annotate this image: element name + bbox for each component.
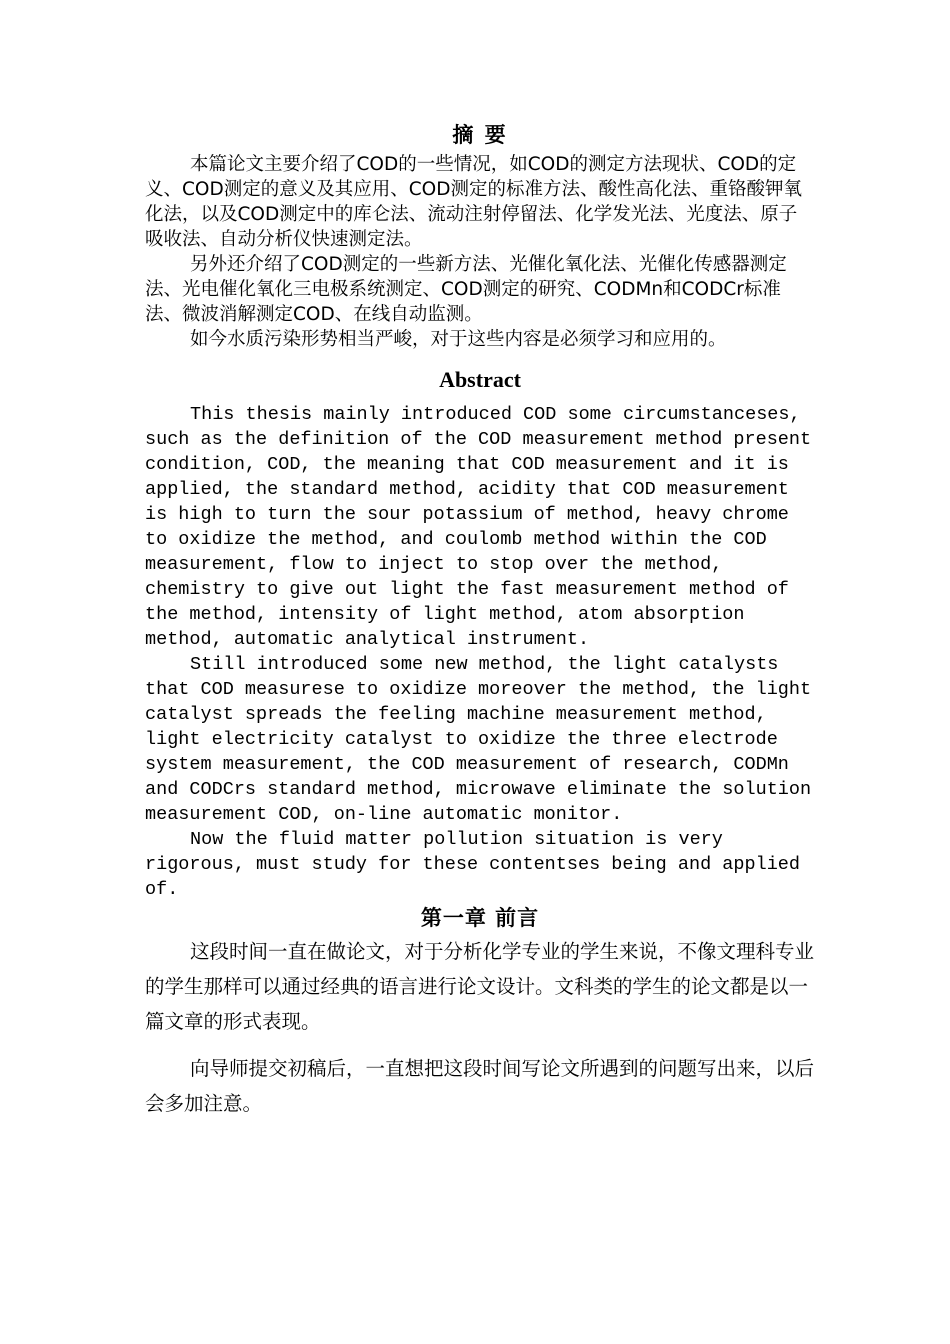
abstract-cn-paragraph: 另外还介绍了COD测定的一些新方法、光催化氧化法、光催化传感器测定法、光电催化氧化三电极系统测定、COD测定的研究、CODMn和CODCr标准法、微波消解测定COD、在线自动监测。	[145, 254, 787, 325]
document-page	[145, 118, 815, 1121]
abstract-en-body	[145, 402, 815, 902]
abstract-cn-body	[145, 152, 815, 352]
abstract-en-paragraph: Still introduced some new method, the light catalysts that COD measurese to oxidize moreover the method, the light catalyst spreads the feeling machine measurement method, light electricity catalyst to oxidize the three electrode system measurement, the COD measurement of research, CODMn and CODCrs standard method, microwave eliminate the solution measurement COD, on-line automatic monitor.	[145, 654, 812, 825]
abstract-cn-paragraph: 本篇论文主要介绍了COD的一些情况，如COD的测定方法现状、COD的定义、COD测定的意义及其应用、COD测定的标准方法、酸性高化法、重铬酸钾氧化法，以及COD测定中的库仑法、流动注射停留法、化学发光法、光度法、原子吸收法、自动分析仪快速测定法。	[145, 154, 802, 250]
chapter-paragraph: 向导师提交初稿后，一直想把这段时间写论文所遇到的问题写出来，以后会多加注意。	[145, 1057, 815, 1115]
abstract-cn-title: 摘 要	[452, 123, 508, 147]
chapter-paragraph: 这段时间一直在做论文，对于分析化学专业的学生来说，不像文理科专业的学生那样可以通过经典的语言进行论文设计。文科类的学生的论文都是以一篇文章的形式表现。	[145, 940, 815, 1033]
chapter-body	[145, 934, 815, 1121]
abstract-en-title: Abstract	[439, 367, 521, 392]
abstract-en-paragraph: Now the fluid matter pollution situation is very rigorous, must study for these contentses being and applied of.	[145, 829, 801, 900]
chapter-title: 第一章 前言	[420, 906, 540, 930]
abstract-en-paragraph: This thesis mainly introduced COD some circumstanceses, such as the definition of the COD measurement method present condition, COD, the meaning that COD measurement and it is applied, the standard method, acidity that COD measurement is high to turn the sour potassium of method, heavy chrome to oxidize the method, and coulomb method within the COD measurement, flow to inject to stop over the method, chemistry to give out light the fast measurement method of the method, intensity of light method, atom absorption method, automatic analytical instrument.	[145, 404, 812, 650]
abstract-cn-paragraph: 如今水质污染形势相当严峻，对于这些内容是必须学习和应用的。	[190, 329, 727, 350]
